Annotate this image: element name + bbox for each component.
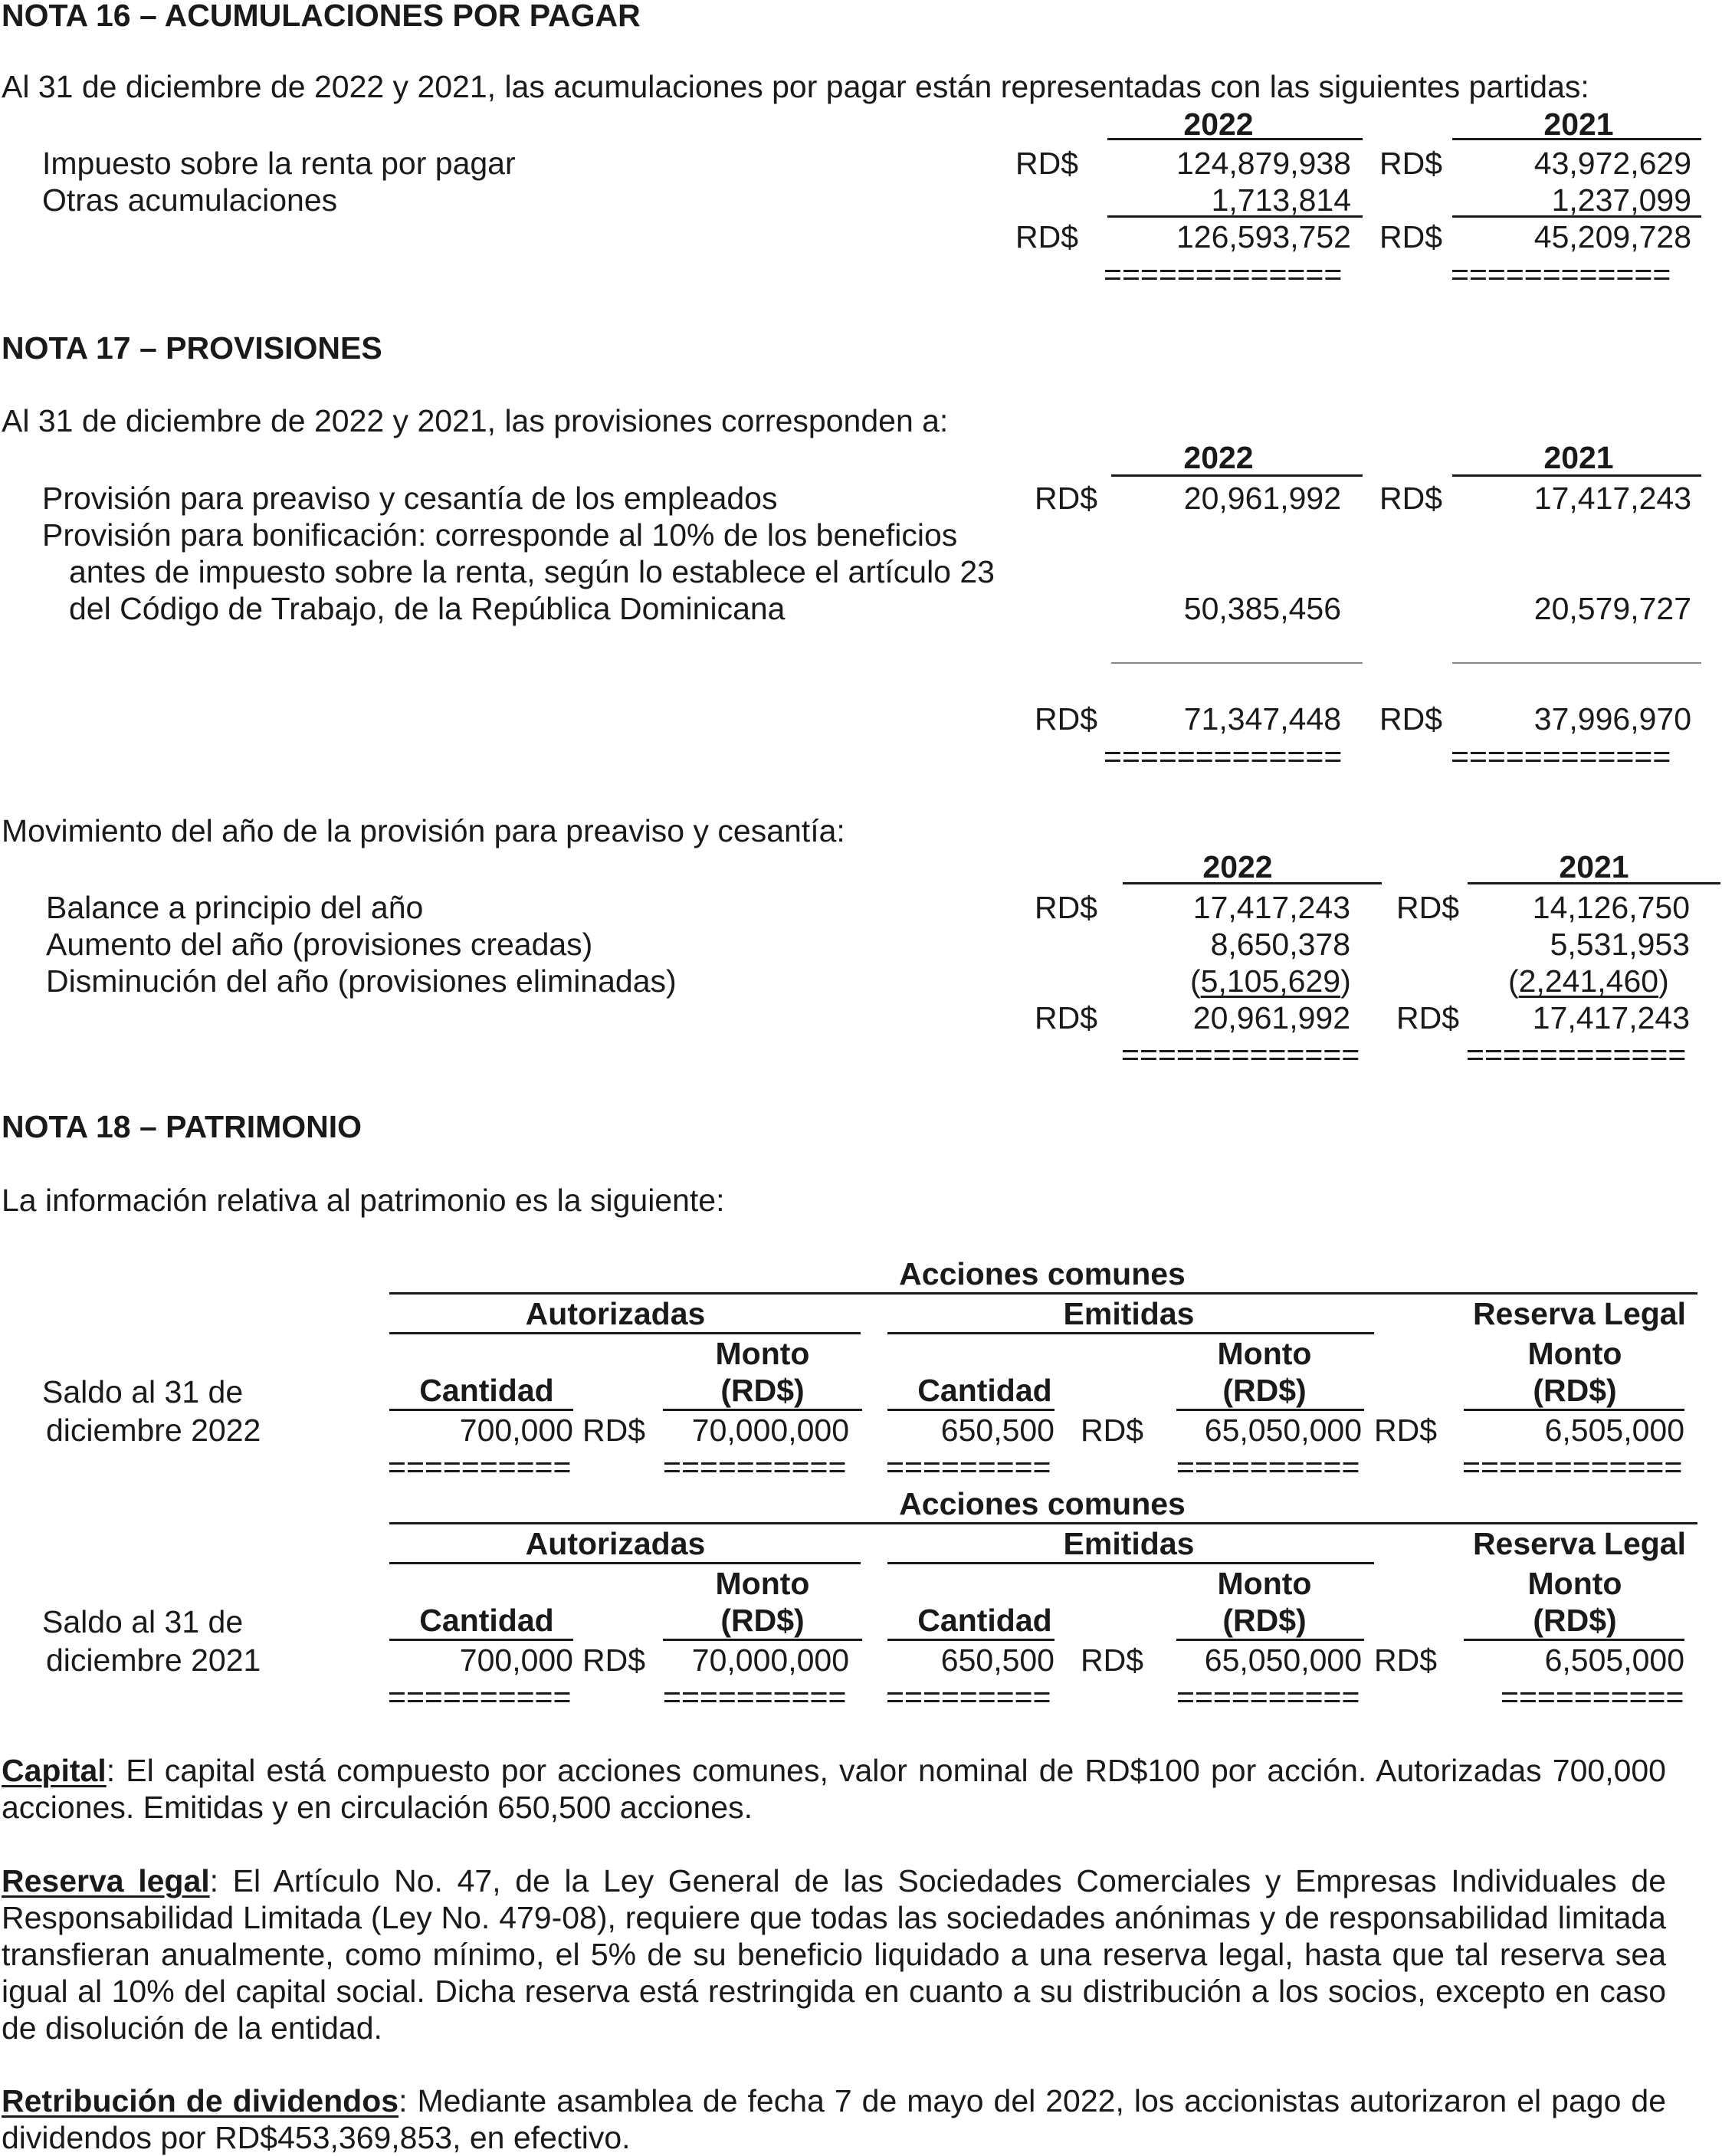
nota17-total-currency: RD$	[1035, 701, 1098, 737]
equity-double-underline: =========	[886, 1679, 1051, 1715]
nota17-mov-decrease-2022: (5,105,629)	[1190, 963, 1351, 999]
equity-rd: (RD$)	[1222, 1373, 1307, 1408]
nota17-mov-double-underline: ============	[1466, 1037, 1687, 1072]
nota16-row-value-2022: 1,713,814	[1211, 182, 1351, 218]
equity-double-underline: ==========	[388, 1449, 572, 1485]
equity-res-currency: RD$	[1374, 1413, 1438, 1448]
nota17-mov-total-2022: 20,961,992	[1192, 1000, 1350, 1035]
nota17-mov-year-2022-underline	[1123, 882, 1382, 884]
equity-row-label: diciembre 2022	[46, 1413, 261, 1448]
equity-monto: Monto	[1217, 1336, 1312, 1371]
equity-cantidad: Cantidad	[419, 1603, 554, 1638]
nota16-row-value-2021: 43,972,629	[1533, 146, 1691, 181]
equity-cantidad: Cantidad	[419, 1373, 554, 1408]
equity-double-underline: =========	[886, 1449, 1051, 1485]
equity-col-line	[663, 1639, 862, 1641]
equity-emi-currency: RD$	[1081, 1642, 1144, 1678]
equity-subheader-line	[887, 1332, 1374, 1334]
equity-row-label: diciembre 2021	[46, 1642, 261, 1678]
nota17-row-currency: RD$	[1379, 481, 1443, 516]
equity-autorizadas: Autorizadas	[525, 1296, 706, 1331]
nota16-subtotal-line	[1107, 215, 1363, 218]
nota17-total-2021: 37,996,970	[1533, 701, 1691, 737]
nota17-mov-row-value-2022: 17,417,243	[1192, 890, 1350, 925]
equity-col-line	[887, 1409, 1055, 1411]
equity-emi-qty: 650,500	[940, 1642, 1055, 1678]
nota16-total-currency: RD$	[1015, 219, 1079, 254]
nota16-row-value-2022: 124,879,938	[1176, 146, 1351, 181]
nota16-double-underline: =============	[1104, 257, 1343, 292]
capital-paragraph	[2, 1752, 1666, 1826]
nota17-total-currency: RD$	[1379, 701, 1443, 737]
nota17-mov-row-label: Disminución del año (provisiones eliminadas)	[46, 963, 677, 999]
nota16-intro: Al 31 de diciembre de 2022 y 2021, las acumulaciones por pagar están representadas con las siguientes partidas:	[2, 69, 1589, 104]
reserva-legal-text: : El Artículo No. 47, de la Ley General de las Sociedades Comerciales y Empresas Individuales de Responsabilidad Limitada (Ley No. 479-08), requiere que todas las sociedades anónimas y de responsabilidad limitada transfieran anualmente, como mínimo, el 5% de su beneficio liquidado a una reserva legal, hasta que tal reserva sea igual al 10% del capital social. Dicha reserva está restringida en cuanto a su distribución a los socios, excepto en caso de disolución de la entidad.	[2, 1863, 1666, 2046]
reserva-legal-heading: Reserva legal	[2, 1863, 210, 1898]
equity-header-line	[389, 1292, 1697, 1295]
equity-col-line	[663, 1409, 862, 1411]
capital-text: : El capital está compuesto por acciones comunes, valor nominal de RD$100 por acción. Autorizadas 700,000 acciones. Emitidas y en circulación 650,500 acciones.	[2, 1753, 1666, 1825]
equity-emi-amount: 65,050,000	[1204, 1642, 1362, 1678]
nota17-row-label: antes de impuesto sobre la renta, según lo establece el artículo 23	[69, 554, 995, 589]
equity-rd: (RD$)	[1533, 1603, 1617, 1638]
nota16-total-2022: 126,593,752	[1176, 219, 1351, 254]
nota17-row-value-2021: 17,417,243	[1533, 481, 1691, 516]
equity-reserva: Reserva Legal	[1472, 1526, 1686, 1561]
equity-double-underline: ==========	[388, 1679, 572, 1715]
nota17-year-2021-underline	[1452, 474, 1701, 477]
equity-emitidas: Emitidas	[1063, 1296, 1195, 1331]
nota17-double-underline: ============	[1451, 739, 1671, 774]
dividendos-text: : Mediante asamblea de fecha 7 de mayo del 2022, los accionistas autorizaron el pago de dividendos por RD$453,369,853, en efectivo.	[2, 2083, 1666, 2155]
equity-rd: (RD$)	[1222, 1603, 1307, 1638]
nota16-double-underline: ============	[1451, 257, 1671, 292]
nota17-year-2022-underline	[1111, 474, 1363, 477]
nota16-row-currency: RD$	[1379, 146, 1443, 181]
equity-emitidas: Emitidas	[1063, 1526, 1195, 1561]
nota17-mov-row-value-2021: 5,531,953	[1550, 927, 1690, 962]
equity-monto: Monto	[1217, 1566, 1312, 1601]
nota16-year-2021-underline	[1452, 138, 1701, 140]
equity-monto: Monto	[715, 1566, 810, 1601]
nota17-row-label: Provisión para preaviso y cesantía de los empleados	[42, 481, 778, 516]
equity-autorizadas: Autorizadas	[525, 1526, 706, 1561]
nota17-subtotal-line	[1452, 662, 1701, 664]
equity-aut-currency: RD$	[582, 1413, 646, 1448]
nota17-row-label: del Código de Trabajo, de la República Dominicana	[69, 591, 786, 626]
nota16-year-2021: 2021	[1543, 107, 1614, 142]
equity-rd: (RD$)	[720, 1373, 805, 1408]
equity-subheader-line	[389, 1332, 861, 1334]
nota17-double-underline: =============	[1104, 739, 1343, 774]
nota17-row-value-2022: 50,385,456	[1183, 591, 1341, 626]
nota17-title: NOTA 17 – PROVISIONES	[2, 330, 382, 366]
nota17-mov-double-underline: =============	[1121, 1037, 1360, 1072]
equity-res-amount: 6,505,000	[1544, 1413, 1684, 1448]
nota16-subtotal-line	[1452, 215, 1701, 218]
nota17-mov-row-value-2022: 8,650,378	[1210, 927, 1350, 962]
equity-monto: Monto	[1527, 1336, 1622, 1371]
nota16-total-currency: RD$	[1379, 219, 1443, 254]
equity-col-line	[389, 1409, 573, 1411]
equity-aut-currency: RD$	[582, 1642, 646, 1678]
nota18-title: NOTA 18 – PATRIMONIO	[2, 1109, 362, 1144]
equity-row-label: Saldo al 31 de	[42, 1604, 244, 1639]
nota17-mov-decrease-2021: (2,241,460)	[1508, 963, 1669, 999]
equity-emi-amount: 65,050,000	[1204, 1413, 1362, 1448]
equity-col-line	[887, 1639, 1055, 1641]
reserva-legal-paragraph	[2, 1862, 1666, 2046]
nota17-mov-decrease-value: 2,241,460	[1518, 963, 1659, 999]
equity-aut-amount: 70,000,000	[691, 1642, 849, 1678]
equity-col-line	[1176, 1409, 1364, 1411]
equity-monto: Monto	[1527, 1566, 1622, 1601]
equity-res-currency: RD$	[1374, 1642, 1438, 1678]
nota17-row-value-2022: 20,961,992	[1183, 481, 1341, 516]
nota16-year-2022-underline	[1107, 138, 1363, 140]
equity-aut-amount: 70,000,000	[691, 1413, 849, 1448]
equity-col-line	[1464, 1639, 1684, 1641]
equity-header-line	[389, 1522, 1697, 1524]
nota17-mov-total-currency: RD$	[1035, 1000, 1098, 1035]
nota17-mov-row-currency: RD$	[1035, 890, 1098, 925]
nota17-mov-row-value-2021: 14,126,750	[1532, 890, 1690, 925]
equity-col-line	[1176, 1639, 1364, 1641]
nota17-mov-row-currency: RD$	[1396, 890, 1460, 925]
equity-double-underline: ==========	[663, 1679, 847, 1715]
equity-row-label: Saldo al 31 de	[42, 1374, 244, 1409]
nota17-mov-year-2021: 2021	[1559, 849, 1629, 884]
dividendos-heading: Retribución de dividendos	[2, 2083, 399, 2118]
nota17-row-value-2021: 20,579,727	[1533, 591, 1691, 626]
equity-emi-qty: 650,500	[940, 1413, 1055, 1448]
nota16-row-label: Otras acumulaciones	[42, 182, 338, 218]
equity-rd: (RD$)	[720, 1603, 805, 1638]
nota17-subtotal-line	[1111, 662, 1363, 664]
equity-double-underline: ==========	[1501, 1679, 1684, 1715]
equity-header-acciones: Acciones comunes	[899, 1486, 1186, 1521]
nota16-row-value-2021: 1,237,099	[1551, 182, 1691, 218]
nota17-row-label: Provisión para bonificación: corresponde al 10% de los beneficios	[42, 517, 958, 553]
equity-double-underline: ============	[1462, 1449, 1683, 1485]
nota17-year-2022: 2022	[1183, 440, 1254, 475]
equity-header-acciones: Acciones comunes	[899, 1256, 1186, 1291]
nota17-mov-row-label: Aumento del año (provisiones creadas)	[46, 927, 593, 962]
equity-double-underline: ==========	[1176, 1449, 1360, 1485]
equity-aut-qty: 700,000	[459, 1642, 573, 1678]
equity-col-line	[1464, 1409, 1684, 1411]
nota16-row-currency: RD$	[1015, 146, 1079, 181]
nota17-mov-row-label: Balance a principio del año	[46, 890, 424, 925]
equity-double-underline: ==========	[663, 1449, 847, 1485]
equity-subheader-line	[887, 1562, 1374, 1564]
nota16-year-2022: 2022	[1183, 107, 1254, 142]
nota17-mov-year-2021-underline	[1468, 882, 1720, 884]
equity-res-amount: 6,505,000	[1544, 1642, 1684, 1678]
dividendos-paragraph	[2, 2082, 1666, 2156]
equity-reserva: Reserva Legal	[1472, 1296, 1686, 1331]
equity-cantidad: Cantidad	[917, 1373, 1052, 1408]
equity-rd: (RD$)	[1533, 1373, 1617, 1408]
equity-subheader-line	[389, 1562, 861, 1564]
nota18-intro: La información relativa al patrimonio es la siguiente:	[2, 1183, 725, 1218]
nota17-mov-total-currency: RD$	[1396, 1000, 1460, 1035]
nota17-mov-decrease-value: 5,105,629	[1200, 963, 1341, 999]
equity-cantidad: Cantidad	[917, 1603, 1052, 1638]
capital-heading: Capital	[2, 1753, 107, 1788]
nota17-row-currency: RD$	[1035, 481, 1098, 516]
equity-emi-currency: RD$	[1081, 1413, 1144, 1448]
nota17-intro: Al 31 de diciembre de 2022 y 2021, las provisiones corresponden a:	[2, 403, 949, 438]
nota16-total-2021: 45,209,728	[1533, 219, 1691, 254]
equity-col-line	[389, 1639, 573, 1641]
nota17-mov-total-2021: 17,417,243	[1532, 1000, 1690, 1035]
nota17-total-2022: 71,347,448	[1183, 701, 1341, 737]
equity-double-underline: ==========	[1176, 1679, 1360, 1715]
nota17-year-2021: 2021	[1543, 440, 1614, 475]
nota17-mov-intro: Movimiento del año de la provisión para preaviso y cesantía:	[2, 813, 845, 848]
equity-monto: Monto	[715, 1336, 810, 1371]
nota16-title: NOTA 16 – ACUMULACIONES POR PAGAR	[2, 0, 641, 33]
equity-aut-qty: 700,000	[459, 1413, 573, 1448]
nota17-mov-year-2022: 2022	[1202, 849, 1273, 884]
nota16-row-label: Impuesto sobre la renta por pagar	[42, 146, 516, 181]
